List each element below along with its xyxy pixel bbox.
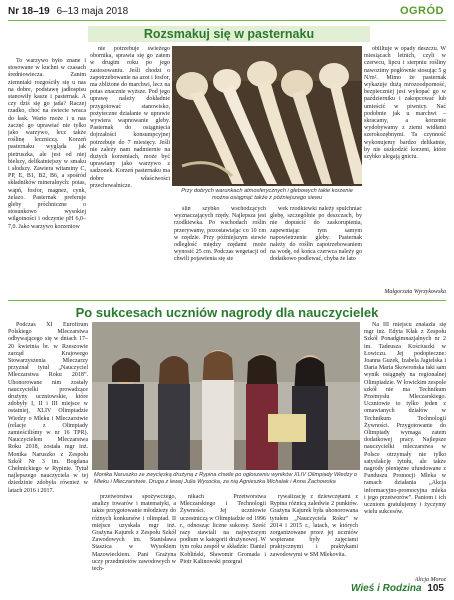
section-label: OGRÓD <box>399 5 444 17</box>
teachers-image <box>92 322 360 470</box>
article1-photo-caption: Przy dobrych warunkach atmosferycznych i głebowych takie korzenie można osiągnąć także z późniejszego siewu <box>181 188 353 201</box>
header-divider <box>8 20 446 21</box>
article2-column-5: Na III miejscu znalazła się mgr inż. Edyta Kłak z Zespołu Szkół Ponadgimnazjalnych nr 2 im. Tadeusza Kościuszki w Łowiczu. Jej podopieczne: Joanna Guzek, Izabela Jagielska i Daria Maria Skowrońska taki sam wynik osiągnęły na regionalnej Olimpiadzie. W łowickim zespole szkół nie ma Technikum Przemysłu Mleczarskiego. Uczniowie to tylko jeden z omawianych działów w Technikum Technologii Żywności. Przygotowanie do Olimpiady wymaga zatem dodatkowej pracy. Najlepsze nauczycielki mleczarstwa w Polsce otrzymały nie tylko satysfakcję tytułu, ale także nagrody pieniężne ufundowane z Funduszu Promocji Mleka w ramach działania „Akcja informacyjno-promocyjna mleka i jego przetworów”. Paniom i ich uczniom gratulujemy i życzymy wielu sukcesów. <box>364 322 446 516</box>
article2-title: Po sukcesach uczniów nagrody dla nauczycielek <box>75 305 379 320</box>
article2-column-1: Podczas XI Eurofirum Polskiego Mleczarstwa odbywającego się w dniach 17–20 kwietnia br. w Rzeszowie zarząd Krajowego Stowarzyszenia Mleczarzy przyznał tytuł „Nauczyciel Mleczarstwa Roku 2018”. Uhonorowane nim zostały nauczycielki prowadzące drużyny uczniowskie, które zdobyły I, II i III miejsce w ostatniej, XLIV Olimpiadzie Wiedzy o Mleku i Mleczarstwie (relacje z Olimpiady zamieściliśmy w nr 16 TPR). Nauczycielem Mleczarstwa Roku 2018, została mgr inż. Monika Naruszko z Zespołu Szkół Nr 3 im. Bogdana Chełmickiego w Rypinie. Tytuł najlepszego nauczyciela w tej dziedzinie zdobyła również w latach 2016 i 2017. <box>8 322 88 494</box>
article2-column-3: nikach Przetwórstwa Mleczarskiego i Technologii Żywności. Jej uczniowie uczestniczą w Olimpiadzie od 1996 r., odnosząc liczne sukcesy. Sześć razy stawiali na najwyższym podium w kategorii drużynowej. W tym roku zespół w składzie: Daniel Kobliński, Sławomir Gromada i Piotr Kalinowski przegrał <box>180 494 266 565</box>
article1-column-3: obliltuje w opady deszczu. W miesiącach letnich, czyli w czerwcu, lipcu i sierpniu rośliny nawozimy pogłównie stosując 5 g N/m². Mimo że pasternak wykazuje dużą mrozoodporność, bezpieczniej jest wykopać go w październiku i zakopcować lub umieścić w piwnicy. Nać podobnie jak u marchwi – skracamy, a korzenie wydobywamy z ziemi widłami szerokozębnymi. Ta czynność wykonujemy bardzo delikatnie, by nie uszkodzić korzeni, które szybko ulegają gniciu. <box>364 46 446 161</box>
issue-date: 6–13 maja 2018 <box>56 6 129 17</box>
issue-number: Nr 18–19 <box>8 6 50 17</box>
article1-author: Małgorzata Wyrzykowska <box>384 289 446 295</box>
teachers-photo <box>92 322 360 470</box>
page-number: 105 <box>427 583 444 594</box>
article2-column-4: rywalizację z dziewczętami z Rypina różnicą zaledwie 2 punktów. Grażyna Kajurek była uhonorowana tytułem „Nauczyciela Roku” w 2014 i 2015 r., latach, w których zorganizowane przez jej uczniów wspierane były zajęciami praktycznymi i praktykami zawodowymi w SM Mlekovita. <box>270 494 358 558</box>
article2-photo-caption: Monika Naruszko ze zwycięską drużyną z Rypina chwile po ogłoszeniu wyników XLIV Olimpiady Wiedzy o Mleku i Mleczarstwie. Druga z lewej Julia Wysocka, za nią Agnieszka Michalak i Anna Żachowska <box>94 472 357 485</box>
footer-section: Wieś i Rodzina <box>351 583 422 594</box>
article2-author: Alicja Moroz <box>414 577 446 583</box>
article1-column-4: śliń szybko wschodzących wyznaczających rzędy. Najlepsza jest rzodkiewka. Po wschodach roślin przerywamy, pozostawiając co 10 cm w rzędzie. Przy późniejszym siewie odległość między rzędami może wynosić 25 cm. Podczas wegetacji od chwili pojawienia się sie <box>174 206 266 263</box>
parsnip-photo <box>172 46 362 186</box>
article2-column-2: przetwórstwa spożywczego, analizy towarów i matematyki, a także przygotowanie młodzieży do różnych konkursów i olimpiad. II miejsce uzyskała mgr inż. Grażyna Kajurek z Zespołu Szkół Zawodowych im. Stanisława Staszica w Wysokiem Mazowieckiem. Pani Grażyna uczy przedmiotów zawodowych w tech- <box>92 494 176 573</box>
issue-header <box>8 6 128 17</box>
article1-title: Rozsmakuj się w pasternaku <box>88 26 370 42</box>
parsnip-image <box>172 46 362 186</box>
article1-column-5: wek rzodkiewki należy spulchniać glebę, szczególnie po deszczach, by nie dopuścić do zaskorupienia, zapewniając tym samym napowietrzenie gleby. Pasternak należy do roślin zapotrzebowaniem na wodę, od końca czerwca należy go dodatkowo podlewać, chyba że lato <box>270 206 362 263</box>
article1-column-1: To warzywo było znane i stosowane w kuchni w czasach średniowiecza. Zanim ziemniaki rozgościły się u nas na dobre, podstawę jadłospisu stanowiły kasze i pasternak. A czy dziś się go jada? Raczej rzadko, choć na świecie wraca do łask. Warto może i u nas zaczęć go uprawiać nie tylko jako warzywo, lecz także roślinę leczniczą. Korzeń pasternaku wygląda jak pietruszka, ale jest od niej bielszy, delikatniejszy w smaku i słodszy. Zawiera witaminy C, PP, E, B1, B2, B6, a spośród składników mineralnych: potas, wapń, fosfor, magnez, cynk, żelazo. Pasternak preferuje gleby próchniczne o stosunkowo wysokiej wilgotności i odczynie pH 6,0–7,0. Jako warzywo korzeniow <box>8 58 86 230</box>
article-divider <box>8 300 446 301</box>
article1-column-2: nie potrzebuje świeżego obornika, sprawia się go zatem w drugim roku po jego zastosowaniu. Jeśli chodzi o zapotrzebowanie na azot i fosfor, ma zbliżone do marchwi, lecz na potas znacznie wyższe. Pod jego uprawę należy dokładnie przygotować stanowisko, pożyteczne działanie w uprawie wywiera wapnowanie gleby. Pasternak do osiągnięcia dojrzałości konsumpcyjnej potrzebuje do 7 miesięcy. Jeśli nie zależy nam nadmiernie na dużych korzeniach, może być uprawiany jako warzywo z sadzonek. Korzeń pasternaku ma dobre właściwości przechowalnicze. <box>90 46 170 189</box>
page-footer <box>351 583 444 594</box>
